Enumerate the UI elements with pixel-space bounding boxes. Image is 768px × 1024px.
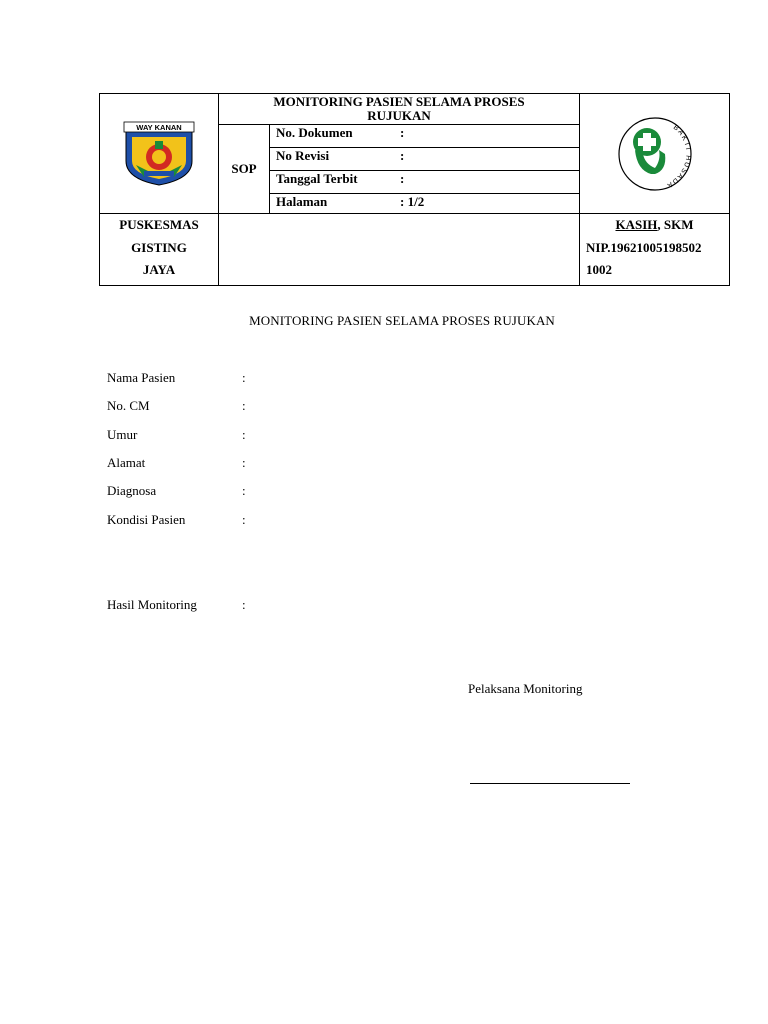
field-label: No. CM (107, 398, 150, 413)
meta-value: : (400, 125, 405, 140)
sop-header-table (99, 93, 730, 286)
meta-label: Tanggal Terbit (276, 171, 358, 186)
field-label: Umur (107, 427, 138, 442)
field-label: Nama Pasien (107, 370, 176, 385)
left-logo-cell (100, 94, 219, 214)
nip-line-2: 1002 (586, 262, 612, 277)
way-kanan-crest-icon (122, 121, 196, 187)
field-colon: : (242, 427, 246, 442)
meta-label: No Revisi (276, 148, 330, 163)
signer-label: Pelaksana Monitoring (468, 681, 583, 696)
meta-row-no-dokumen (270, 125, 579, 148)
field-colon: : (242, 370, 246, 385)
signatory-title: , SKM (657, 217, 694, 232)
signature-line[interactable] (470, 783, 630, 784)
field-colon: : (242, 597, 246, 612)
signatory-name-underlined: KASIH (615, 217, 658, 232)
meta-value: : (400, 171, 405, 186)
crest-banner-text: WAY KANAN (136, 122, 182, 132)
puskesmas-cell (100, 214, 219, 285)
meta-row-no-revisi (270, 148, 579, 171)
right-logo-cell (579, 94, 729, 214)
field-colon: : (242, 398, 246, 413)
svg-text:BAKTI HUSADA (664, 124, 691, 189)
field-colon: : (242, 455, 246, 470)
signatory-cell (579, 214, 729, 285)
title-line-1: MONITORING PASIEN SELAMA PROSES (273, 94, 525, 109)
field-label: Diagnosa (107, 483, 157, 498)
puskesmas-line-3: JAYA (142, 262, 176, 277)
signatory-name (586, 214, 729, 237)
meta-label: No. Dokumen (276, 125, 353, 140)
nip-line-1: NIP.19621005198502 (586, 239, 702, 255)
title-cell (219, 94, 579, 125)
sop-label: SOP (219, 125, 270, 214)
ring-text: BAKTI HUSADA (664, 123, 691, 189)
puskesmas-line-1: PUSKESMAS (119, 217, 199, 232)
puskesmas-line-2: GISTING (131, 239, 187, 255)
meta-row-tanggal-terbit (270, 171, 579, 194)
field-label: Kondisi Pasien (107, 512, 186, 527)
field-label: Alamat (107, 455, 146, 470)
field-colon: : (242, 512, 246, 527)
meta-value: : (400, 148, 405, 163)
meta-label: Halaman (276, 194, 328, 209)
bakti-husada-icon (615, 114, 695, 194)
document-title: MONITORING PASIEN SELAMA PROSES RUJUKAN (249, 313, 555, 328)
meta-value: : 1/2 (400, 194, 425, 209)
title-line-2: RUJUKAN (367, 108, 431, 123)
field-label: Hasil Monitoring (107, 597, 197, 612)
meta-row-halaman (270, 194, 579, 214)
blank-middle-cell (219, 214, 579, 285)
field-colon: : (242, 483, 246, 498)
